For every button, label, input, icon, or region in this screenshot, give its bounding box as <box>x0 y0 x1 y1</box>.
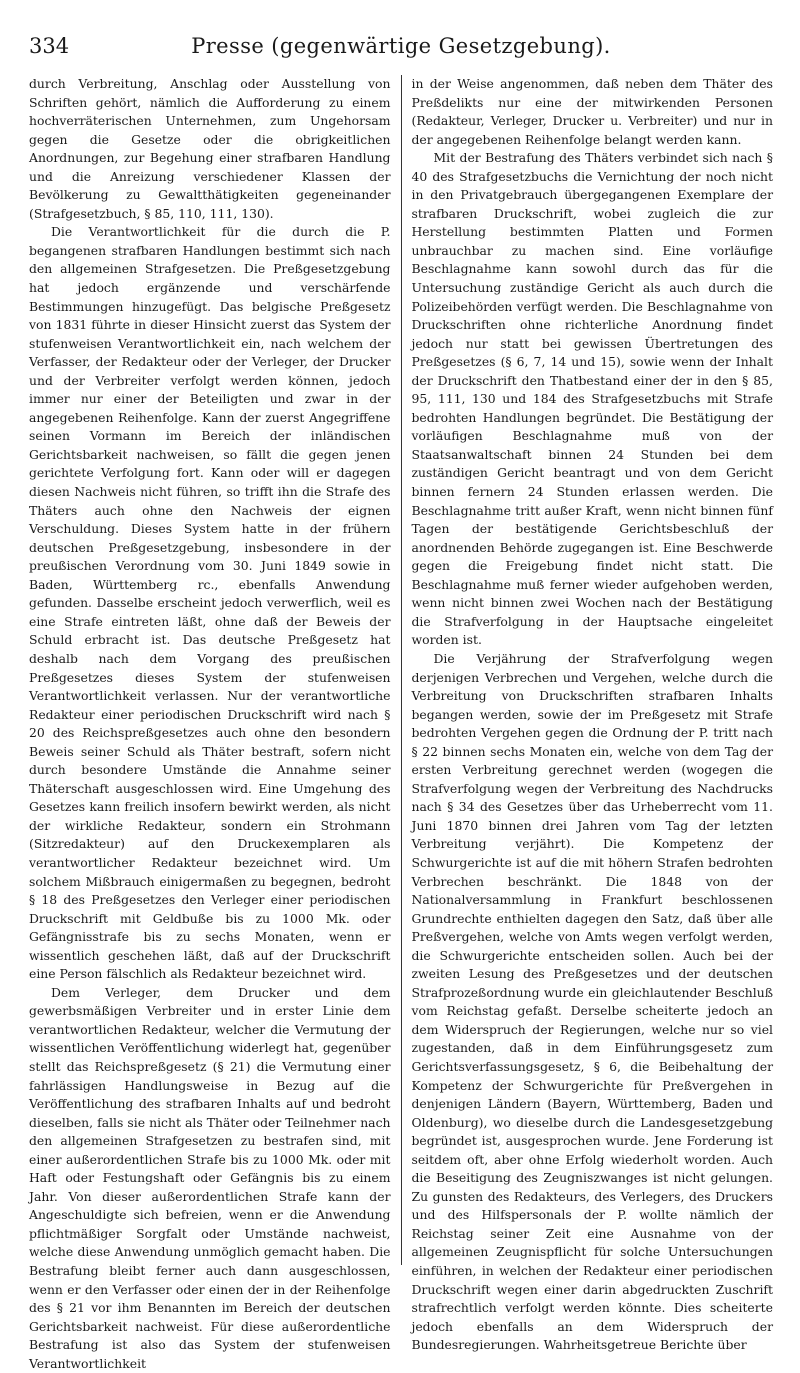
right-column <box>402 75 774 1353</box>
text-columns <box>29 75 773 1371</box>
page-header <box>29 34 773 64</box>
left-column <box>29 75 401 1371</box>
paragraph: durch Verbreitung, Anschlag oder Ausstellung von Schriften gehört, nämlich die Aufforderung zu einem hochverräterischen Unternehmen, zum Ungehorsam gegen die Gesetze oder die obrigkeitlichen Anordnungen, zur Begehung einer strafbaren Handlung und die Anreizung verschiedener Klassen der Bevölkerung zu Gewaltthätigkeiten gegeneinander (Strafgesetzbuch, § 85, 110, 111, 130). <box>29 76 391 221</box>
page-number: 334 <box>29 34 70 58</box>
paragraph: Dem Verleger, dem Drucker und dem gewerbsmäßigen Verbreiter und in erster Linie dem verantwortlichen Redakteur, welcher die Vermutung der wissentlichen Veröffentlichung widerlegt hat, gegenüber stellt das Reichspreßgesetz (§ 21) die Vermutung einer fahrlässigen Handlungsweise in Bezug auf die Veröffentlichung des strafbaren Inhalts auf und bedroht dieselben, falls sie nicht als Thäter oder Teilnehmer nach den allgemeinen Strafgesetzen zu bestrafen sind, mit einer außerordentlichen Strafe bis zu 1000 Mk. oder mit Haft oder Festungshaft oder Gefängnis bis zu einem Jahr. Von dieser außerordentlichen Strafe kann der Angeschuldigte sich befreien, wenn er die Anwendung pflichtmäßiger Sorgfalt oder Umstände nachweist, welche diese Anwendung unmöglich gemacht haben. Die Bestrafung bleibt ferner auch dann ausgeschlossen, wenn er den Verfasser oder einen der in der Reihenfolge des § 21 vor ihm Benannten im Bereich der deutschen Gerichtsbarkeit nachweist. Für diese außerordentliche Bestrafung ist also das System der stufenweisen Verantwortlichkeit <box>29 984 391 1371</box>
paragraph: Die Verantwortlichkeit für die durch die P. begangenen strafbaren Handlungen bestimmt sich nach den allgemeinen Strafgesetzen. Die Preßgesetzgebung hat jedoch ergänzende und verschärfende Bestimmungen hinzugefügt. Das belgische Preßgesetz von 1831 führte in dieser Hinsicht zuerst das System der stufenweisen Verantwortlichkeit ein, nach welchem der Verfasser, der Redakteur oder der Verleger, der Drucker und der Verbreiter verfolgt werden können, jedoch immer nur einer der Beteiligten und zwar in der angegebenen Reihenfolge. Kann der zuerst Angegriffene seinen Vormann im Bereich der inländischen Gerichtsbarkeit nachweisen, so fällt die gegen jenen gerichtete Verfolgung fort. Kann oder will er dagegen diesen Nachweis nicht führen, so trifft ihn die Strafe des Thäters auch ohne den Nachweis der eignen Verschuldung. Dieses System hatte in der frühern deutschen Preßgesetzgebung, insbesondere in der preußischen Verordnung vom 30. Juni 1849 sowie in Baden, Württemberg rc., ebenfalls Anwendung gefunden. Dasselbe erscheint jedoch verwerflich, weil es eine Strafe eintreten läßt, ohne daß der Beweis der Schuld erbracht ist. Das deutsche Preßgesetz hat deshalb nach dem Vorgang des preußischen Preßgesetzes dieses System der stufenweisen Verantwortlichkeit verlassen. Nur der verantwortliche Redakteur einer periodischen Druckschrift wird nach § 20 des Reichspreßgesetzes auch ohne den besondern Beweis seiner Schuld als Thäter bestraft, sofern nicht durch besondere Umstände die Annahme seiner Thäterschaft ausgeschlossen wird. Eine Umgehung des Gesetzes kann freilich insofern bewirkt werden, als nicht der wirkliche Redakteur, sondern ein Strohmann (Sitzredakteur) auf den Druckexemplaren als verantwortlicher Redakteur bezeichnet wird. Um solchem Mißbrauch einigermaßen zu begegnen, bedroht § 18 des Preßgesetzes den Verleger einer periodischen Druckschrift mit Geldbuße bis zu 1000 Mk. oder Gefängnisstrafe bis zu sechs Monaten, wenn er wissentlich geschehen läßt, daß auf der Druckschrift eine Person fälschlich als Redakteur bezeichnet wird. <box>29 224 391 982</box>
running-title: Presse (gegenwärtige Gesetzgebung). <box>191 34 611 58</box>
paragraph: in der Weise angenommen, daß neben dem Thäter des Preßdelikts nur eine der mitwirkenden Personen (Redakteur, Verleger, Drucker u. Verbreiter) und nur in der angegebenen Reihenfolge belangt werden kann. <box>411 76 773 147</box>
paragraph: Die Verjährung der Strafverfolgung wegen derjenigen Verbrechen und Vergehen, welche durch die Verbreitung von Druckschriften strafbaren Inhalts begangen werden, sowie der im Preßgesetz mit Strafe bedrohten Vergehen gegen die Ordnung der P. tritt nach § 22 binnen sechs Monaten ein, welche von dem Tag der ersten Verbreitung gerechnet werden (wogegen die Strafverfolgung wegen der Verbreitung des Nachdrucks nach § 34 des Gesetzes über das Urheberrecht vom 11. Juni 1870 binnen drei Jahren vom Tag der letzten Verbreitung verjährt). Die Kompetenz der Schwurgerichte ist auf die mit höhern Strafen bedrohten Verbrechen beschränkt. Die 1848 von der Nationalversammlung in Frankfurt beschlossenen Grundrechte enthielten dagegen den Satz, daß über alle Preßvergehen, welche von Amts wegen verfolgt werden, die Schwurgerichte entscheiden sollen. Auch bei der zweiten Lesung des Preßgesetzes und der deutschen Strafprozeßordnung wurde ein gleichlautender Beschluß vom Reichstag gefaßt. Derselbe scheiterte jedoch an dem Widerspruch der Regierungen, welche nur so viel zugestanden, daß in dem Einführungsgesetz zum Gerichtsverfassungsgesetz, § 6, die Beibehaltung der Kompetenz der Schwurgerichte für Preßvergehen in denjenigen Ländern (Bayern, Württemberg, Baden und Oldenburg), wo dieselbe durch die Landesgesetzgebung begründet ist, ausgesprochen wurde. Jene Forderung ist seitdem oft, aber ohne Erfolg wiederholt worden. Auch die Beseitigung des Zeugniszwanges ist nicht gelungen. Zu gunsten des Redakteurs, des Verlegers, des Druckers und des Hilfspersonals der P. wollte nämlich der Reichstag seiner Zeit eine Ausnahme von der allgemeinen Zeugnispflicht für solche Untersuchungen einführen, in welchen der Redakteur einer periodischen Druckschrift wegen einer darin abgedruckten Zuschrift strafrechtlich verfolgt werden könnte. Dies scheiterte jedoch ebenfalls an dem Widerspruch der Bundesregierungen. Wahrheitsgetreue Berichte über <box>411 650 773 1353</box>
paragraph: Mit der Bestrafung des Thäters verbindet sich nach § 40 des Strafgesetzbuchs die Vernichtung der noch nicht in den Privatgebrauch übergegangenen Exemplare der strafbaren Druckschrift, wobei zugleich die zur Herstellung bestimmten Platten und Formen unbrauchbar zu machen sind. Eine vorläufige Beschlagnahme kann sowohl durch das für die Untersuchung zuständige Gericht als auch durch die Polizeibehörden verfügt werden. Die Beschlagnahme von Druckschriften ohne richterliche Anordnung findet jedoch nur statt bei gewissen Übertretungen des Preßgesetzes (§ 6, 7, 14 und 15), sowie wenn der Inhalt der Druckschrift den Thatbestand einer der in den § 85, 95, 111, 130 und 184 des Strafgesetzbuchs mit Strafe bedrohten Handlungen begründet. Die Bestätigung der vorläufigen Beschlagnahme muß von der Staatsanwaltschaft binnen 24 Stunden bei dem zuständigen Gericht beantragt und von dem Gericht binnen fernern 24 Stunden erlassen werden. Die Beschlagnahme tritt außer Kraft, wenn nicht binnen fünf Tagen der bestätigende Gerichtsbeschluß der anordnenden Behörde zugegangen ist. Eine Beschwerde gegen die Freigebung findet nicht statt. Die Beschlagnahme muß ferner wieder aufgehoben werden, wenn nicht binnen zwei Wochen nach der Bestätigung die Strafverfolgung in der Hauptsache eingeleitet worden ist. <box>411 150 773 648</box>
